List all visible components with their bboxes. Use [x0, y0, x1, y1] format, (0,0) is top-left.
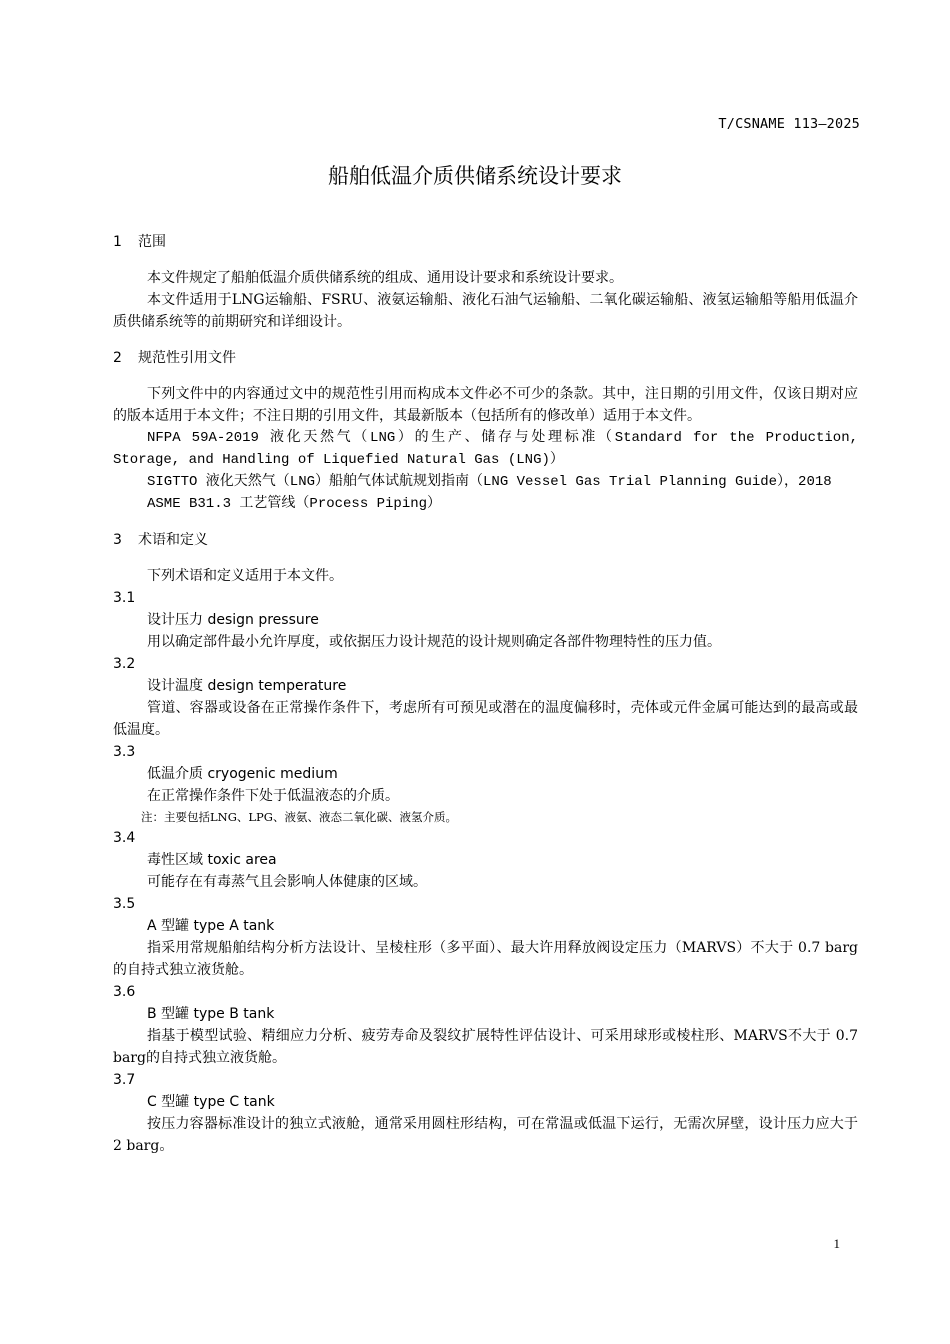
term-name: B 型罐 type B tank — [147, 1006, 275, 1022]
section-title: 规范性引用文件 — [138, 350, 236, 366]
term-number: 3.4 — [113, 830, 136, 846]
paragraph: 本文件适用于LNG运输船、FSRU、液氨运输船、液化石油气运输船、二氧化碳运输船、液氢运输船等船用低温介质供储系统等的前期研究和详细设计。 — [113, 292, 858, 330]
term-number: 3.7 — [113, 1072, 136, 1088]
term-definition: 指采用常规船舶结构分析方法设计、呈棱柱形（多平面）、最大许用释放阀设定压力（MARVS）不大于 0.7 barg的自持式独立液货舱。 — [113, 940, 858, 978]
reference-item: NFPA 59A-2019 液化天然气（LNG）的生产、储存与处理标准（Standard for the Production, Storage, and Handling of Liquefied Natural Gas (LNG)） — [113, 430, 858, 468]
section-number: 3 — [113, 532, 122, 548]
term-definition: 用以确定部件最小允许厚度，或依据压力设计规范的设计规则确定各部件物理特性的压力值。 — [147, 634, 721, 650]
paragraph: 下列术语和定义适用于本文件。 — [147, 568, 343, 584]
term-number: 3.1 — [113, 590, 136, 606]
term-definition: 按压力容器标准设计的独立式液舱，通常采用圆柱形结构，可在常温或低温下运行，无需次屏壁，设计压力应大于 2 barg。 — [113, 1116, 858, 1154]
section-number: 1 — [113, 234, 122, 250]
term-definition: 管道、容器或设备在正常操作条件下，考虑所有可预见或潜在的温度偏移时，壳体或元件金属可能达到的最高或最低温度。 — [113, 700, 858, 738]
term-number: 3.6 — [113, 984, 136, 1000]
term-definition: 在正常操作条件下处于低温液态的介质。 — [147, 788, 399, 804]
section-number: 2 — [113, 350, 122, 366]
paragraph: 本文件规定了船舶低温介质供储系统的组成、通用设计要求和系统设计要求。 — [147, 270, 623, 286]
term-name: 设计压力 design pressure — [147, 612, 319, 628]
page-number: 1 — [833, 1236, 840, 1251]
standard-code: T/CSNAME 113—2025 — [718, 116, 860, 132]
term-number: 3.5 — [113, 896, 136, 912]
term-name: A 型罐 type A tank — [147, 918, 275, 934]
section-heading-normative-references — [113, 347, 858, 369]
paragraph: 下列文件中的内容通过文中的规范性引用而构成本文件必不可少的条款。其中，注日期的引用文件，仅该日期对应的版本适用于本文件；不注日期的引用文件，其最新版本（包括所有的修改单）适用于本文件。 — [113, 386, 858, 424]
reference-item: SIGTTO 液化天然气（LNG）船舶气体试航规划指南（LNG Vessel Gas Trial Planning Guide），2018 — [147, 474, 832, 490]
term-definition: 指基于模型试验、精细应力分析、疲劳寿命及裂纹扩展特性评估设计、可采用球形或棱柱形、MARVS不大于 0.7 barg的自持式独立液货舱。 — [113, 1028, 858, 1066]
term-number: 3.2 — [113, 656, 136, 672]
term-name: 设计温度 design temperature — [147, 678, 347, 694]
term-name: 低温介质 cryogenic medium — [147, 766, 338, 782]
term-note: 注：主要包括LNG、LPG、液氨、液态二氧化碳、液氢介质。 — [141, 810, 457, 824]
reference-item: ASME B31.3 工艺管线（Process Piping） — [147, 496, 442, 512]
document-title: 船舶低温介质供储系统设计要求 — [328, 164, 622, 188]
section-title: 术语和定义 — [138, 532, 208, 548]
term-name: C 型罐 type C tank — [147, 1094, 275, 1110]
term-definition: 可能存在有毒蒸气且会影响人体健康的区域。 — [147, 874, 427, 890]
document-body — [113, 231, 858, 1157]
section-heading-terms — [113, 529, 858, 551]
term-name: 毒性区域 toxic area — [147, 852, 277, 868]
section-title: 范围 — [138, 234, 166, 250]
section-heading-scope — [113, 231, 858, 253]
term-number: 3.3 — [113, 744, 136, 760]
